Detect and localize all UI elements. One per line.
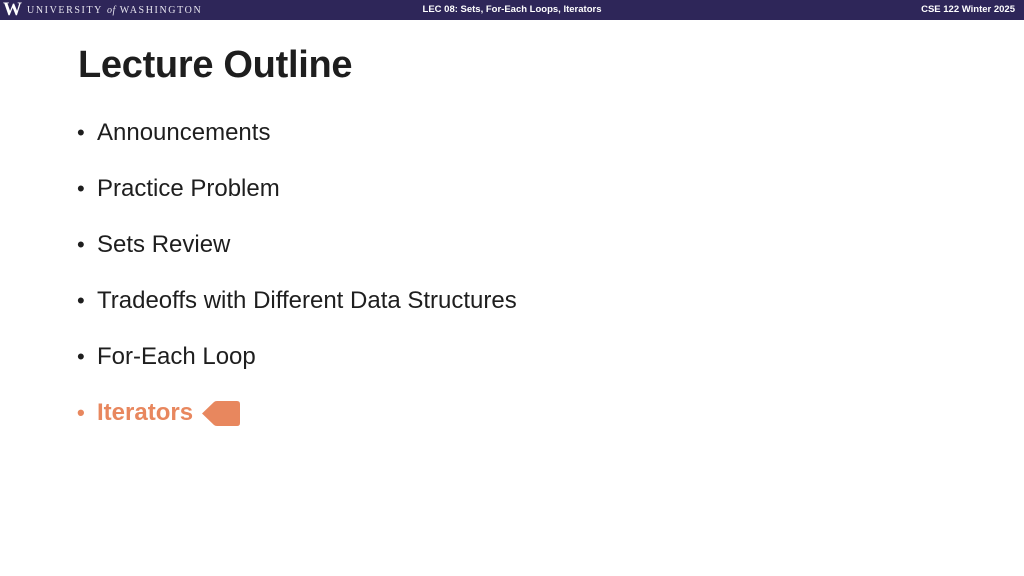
outline-item-label: Sets Review — [97, 231, 231, 258]
slide-title: Lecture Outline — [78, 44, 353, 86]
bullet: • — [77, 232, 85, 257]
outline-item-iterators — [77, 396, 517, 452]
outline-item-label: Practice Problem — [97, 175, 280, 202]
outline-item-label: For-Each Loop — [97, 343, 256, 370]
uw-wordmark: UNIVERSITY of WASHINGTON — [27, 4, 203, 16]
uw-w-logo-icon: W — [3, 0, 21, 20]
outline-item-label: Iterators — [97, 399, 194, 426]
outline-item-tradeoffs — [77, 284, 517, 340]
bullet: • — [77, 288, 85, 313]
uw-logo — [3, 0, 202, 20]
outline-list — [77, 116, 517, 452]
course-label: CSE 122 Winter 2025 — [921, 4, 1015, 15]
outline-item-practice-problem — [77, 172, 517, 228]
bullet: • — [77, 176, 85, 201]
lecture-title: LEC 08: Sets, For-Each Loops, Iterators — [422, 4, 602, 15]
bullet: • — [77, 120, 85, 145]
outline-item-label: Tradeoffs with Different Data Structures — [97, 287, 517, 314]
outline-item-announcements — [77, 116, 517, 172]
bullet: • — [77, 344, 85, 369]
outline-item-label: Announcements — [97, 119, 271, 146]
outline-item-sets-review — [77, 228, 517, 284]
header-bar — [0, 0, 1024, 20]
bullet: • — [77, 400, 85, 425]
outline-item-for-each-loop — [77, 340, 517, 396]
left-arrow-icon — [202, 401, 240, 426]
